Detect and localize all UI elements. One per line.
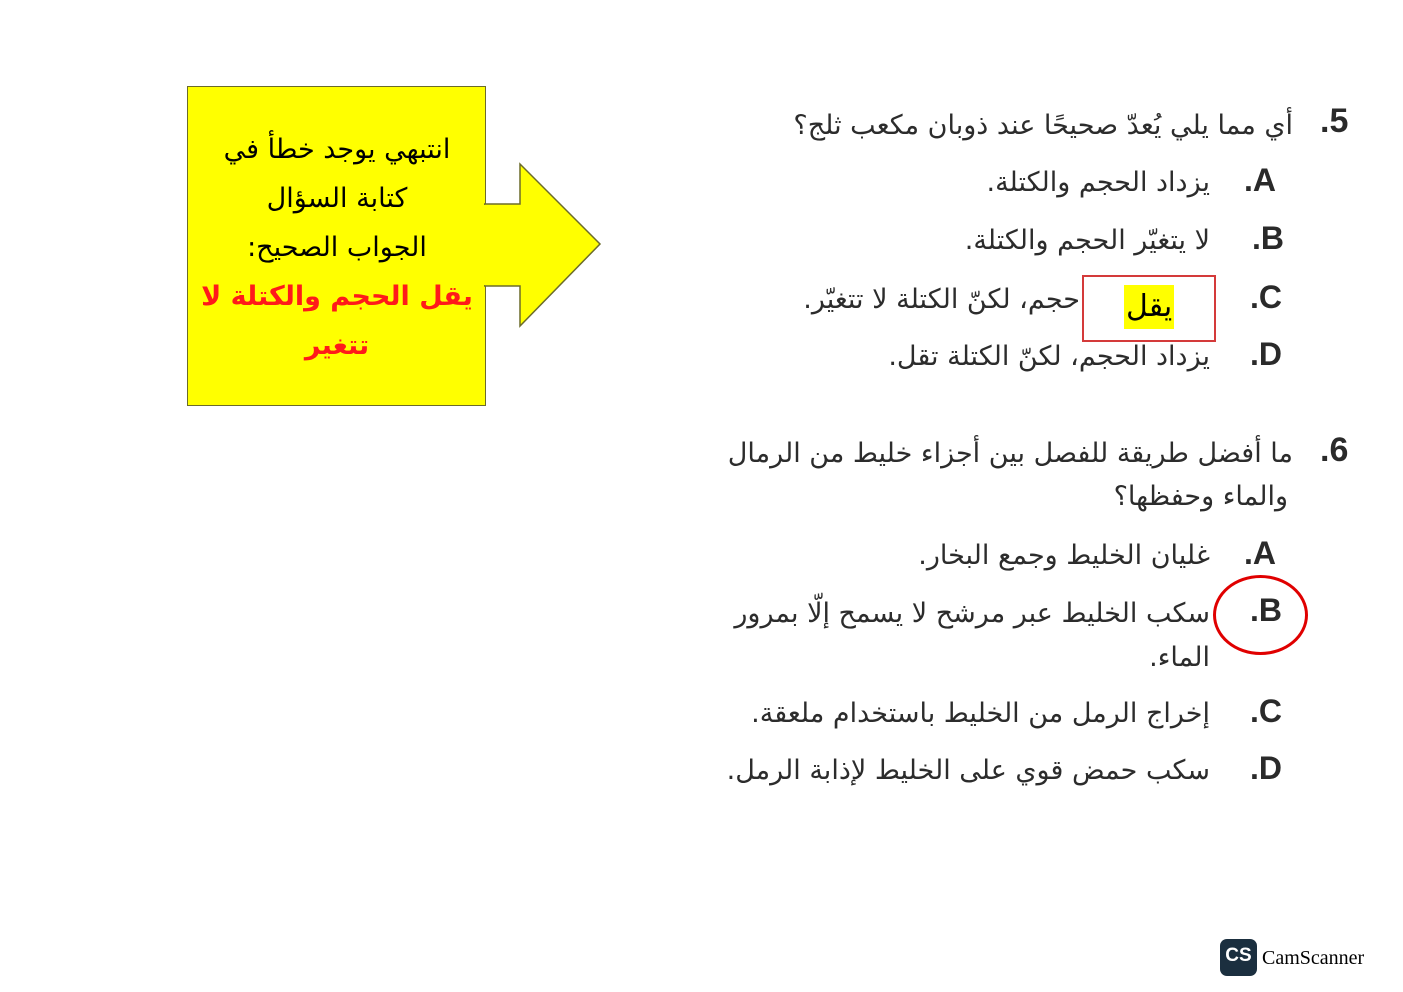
question-6-text-line-1: ما أفضل طريقة للفصل بين أجزاء خليط من الرمال	[727, 438, 1293, 469]
callout-correct-answer-2: تتغير	[304, 330, 370, 361]
q6-option-b-text-line-2[interactable]: الماء.	[1149, 642, 1210, 673]
q5-option-d-text[interactable]: يزداد الحجم، لكنّ الكتلة تقل.	[888, 341, 1210, 372]
q5-option-c-text[interactable]: حجم، لكنّ الكتلة لا تتغيّر.	[803, 284, 1080, 315]
q6-option-d-text[interactable]: سكب حمض قوي على الخليط لإذابة الرمل.	[726, 755, 1210, 786]
q5-option-d-letter: .D	[1250, 336, 1282, 372]
correction-word: يقل	[1124, 285, 1174, 329]
q6-option-b-letter: .B	[1250, 592, 1282, 628]
q5-option-b-letter: .B	[1252, 220, 1284, 256]
callout-line-2: كتابة السؤال	[266, 183, 408, 214]
callout-correct-answer-1: يقل الحجم والكتلة لا	[201, 281, 473, 312]
q5-option-b-text[interactable]: لا يتغيّر الحجم والكتلة.	[964, 225, 1210, 256]
camscanner-logo-icon: CS	[1220, 939, 1257, 976]
question-6-text-line-2: والماء وحفظها؟	[1113, 481, 1288, 512]
q6-option-b-text-line-1[interactable]: سكب الخليط عبر مرشح لا يسمح إلّا بمرور	[734, 598, 1210, 629]
q6-option-a-letter: .A	[1244, 535, 1276, 571]
q5-option-a-text[interactable]: يزداد الحجم والكتلة.	[986, 167, 1210, 198]
callout-note	[189, 125, 485, 370]
camscanner-brand: CamScanner	[1262, 947, 1365, 969]
q5-option-c-letter: .C	[1250, 279, 1282, 315]
question-5-number: .5	[1320, 102, 1349, 140]
q6-option-a-text[interactable]: غليان الخليط وجمع البخار.	[918, 540, 1210, 571]
callout-line-3: الجواب الصحيح:	[247, 232, 427, 263]
question-6-number: .6	[1320, 431, 1349, 469]
callout-arrow	[484, 160, 604, 332]
callout-line-1: انتبهي يوجد خطأ في	[223, 134, 451, 165]
question-5-text: أي مما يلي يُعدّ صحيحًا عند ذوبان مكعب ثلج؟	[793, 110, 1293, 141]
q6-option-c-letter: .C	[1250, 693, 1282, 729]
q6-option-d-letter: .D	[1250, 750, 1282, 786]
q6-option-c-text[interactable]: إخراج الرمل من الخليط باستخدام ملعقة.	[751, 698, 1210, 729]
q5-option-a-letter: .A	[1244, 162, 1276, 198]
